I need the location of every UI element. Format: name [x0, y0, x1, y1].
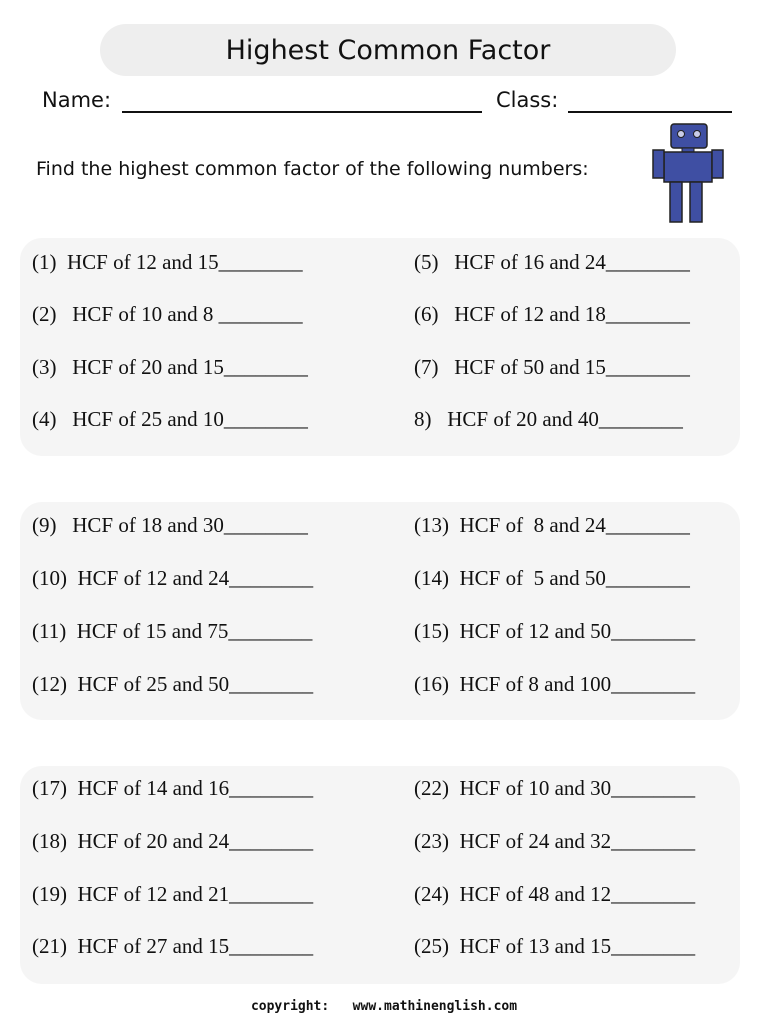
question-item: (2) HCF of 10 and 8 ________: [32, 302, 303, 326]
question-item: (16) HCF of 8 and 100________: [414, 672, 696, 696]
question-item: (3) HCF of 20 and 15________: [32, 355, 308, 379]
class-label: Class:: [496, 88, 559, 112]
question-item: (5) HCF of 16 and 24________: [414, 250, 690, 274]
question-item: (11) HCF of 15 and 75________: [32, 619, 313, 643]
name-blank[interactable]: [122, 111, 482, 113]
question-item: (24) HCF of 48 and 12________: [414, 882, 696, 906]
question-item: (4) HCF of 25 and 10________: [32, 407, 308, 431]
question-item: (6) HCF of 12 and 18________: [414, 302, 690, 326]
name-label: Name:: [42, 88, 112, 112]
question-item: (12) HCF of 25 and 50________: [32, 672, 314, 696]
question-item: (14) HCF of 5 and 50________: [414, 566, 690, 590]
name-class-row: [42, 84, 742, 118]
question-item: (21) HCF of 27 and 15________: [32, 934, 314, 958]
question-item: (17) HCF of 14 and 16________: [32, 776, 314, 800]
copyright-footer: copyright: www.mathinenglish.com: [250, 999, 518, 1014]
question-item: (18) HCF of 20 and 24________: [32, 829, 314, 853]
question-item: (1) HCF of 12 and 15________: [32, 250, 303, 274]
question-item: (13) HCF of 8 and 24________: [414, 513, 690, 537]
instruction-text: Find the highest common factor of the following numbers:: [36, 158, 589, 180]
class-blank[interactable]: [568, 111, 732, 113]
question-item: 8) HCF of 20 and 40________: [414, 407, 683, 431]
question-item: (25) HCF of 13 and 15________: [414, 934, 696, 958]
question-item: (9) HCF of 18 and 30________: [32, 513, 308, 537]
question-item: (7) HCF of 50 and 15________: [414, 355, 690, 379]
robot-icon: [650, 122, 724, 224]
page-title: Highest Common Factor: [225, 34, 551, 66]
question-item: (10) HCF of 12 and 24________: [32, 566, 314, 590]
question-item: (19) HCF of 12 and 21________: [32, 882, 314, 906]
question-item: (15) HCF of 12 and 50________: [414, 619, 696, 643]
question-item: (23) HCF of 24 and 32________: [414, 829, 696, 853]
title-banner: [100, 24, 676, 76]
question-item: (22) HCF of 10 and 30________: [414, 776, 696, 800]
